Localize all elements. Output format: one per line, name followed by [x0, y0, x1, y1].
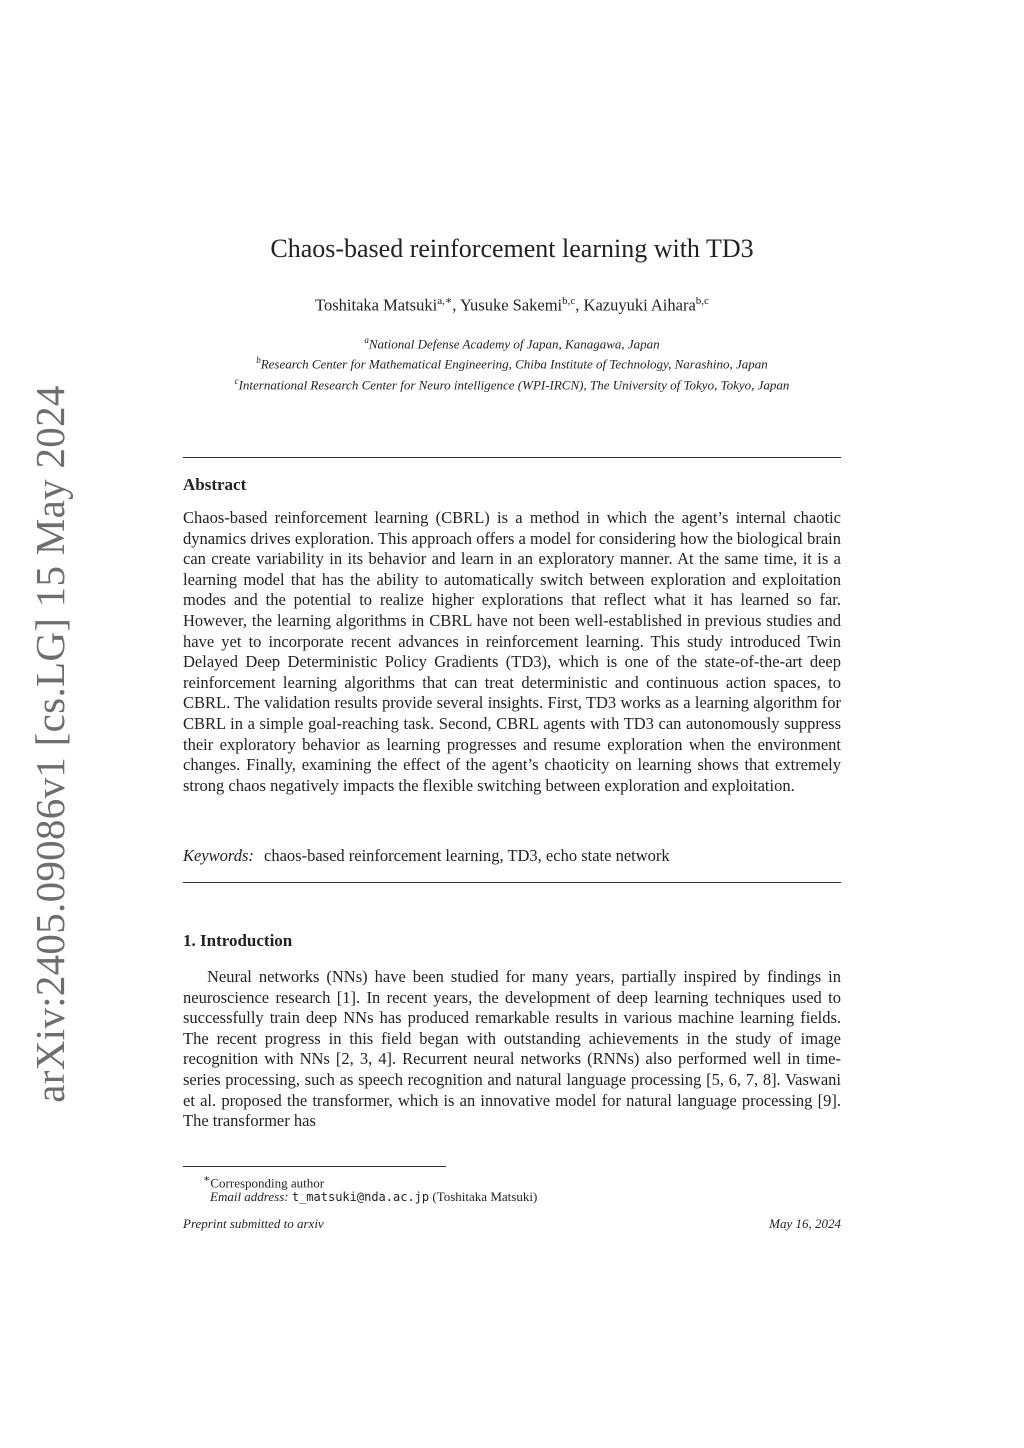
footnote-email	[210, 1189, 868, 1205]
introduction-body: Neural networks (NNs) have been studied for many years, partially inspired by findings in neuroscience research [1]. In recent years, the development of deep learning techniques used to successfully train deep NNs has produced remarkable results in various machine learning fields. The recent progress in this field began with outstanding achievements in the study of image recognition with NNs [2, 3, 4]. Recurrent neural networks (RNNs) also performed well in time-series processing, such as speech recognition and natural language processing [5, 6, 7, 8]. Vaswani et al. proposed the transformer, which is an innovative model for natural language processing [9]. The transformer has	[183, 967, 841, 1131]
section-heading-introduction: 1. Introduction	[183, 931, 293, 950]
author-name: Kazuyuki Aihara	[583, 295, 696, 315]
email-owner: (Toshitaka Matsuki)	[432, 1189, 538, 1204]
affiliation-mark: b	[256, 355, 261, 366]
keywords-label: Keywords:	[183, 846, 254, 865]
affiliation-text: International Research Center for Neuro intelligence (WPI-IRCN), The University of Tokyo, Tokyo, Japan	[238, 376, 790, 392]
arxiv-side-stamp: arXiv:2405.09086v1 [cs.LG] 15 May 2024	[27, 385, 73, 1103]
footer-preprint-note: Preprint submitted to arxiv	[183, 1216, 324, 1231]
footnote-corresponding-text: Corresponding author	[210, 1175, 325, 1191]
abstract-heading: Abstract	[183, 475, 247, 494]
footnote-mark: ∗	[203, 1173, 211, 1185]
footnote-rule	[183, 1166, 446, 1167]
author-list: Toshitaka Matsuki$^{a,∗}$, Yusuke Sakemi$^{b,c}$, Kazuyuki Aihara$^{b,c}$	[315, 295, 709, 315]
author-affiliation-mark: a,∗	[437, 295, 453, 307]
abstract-body: Chaos-based reinforcement learning (CBRL) is a method in which the agent’s internal chaotic dynamics drives exploration. This approach offers a model for considering how the biological brain can create variability in its behavior and learn in an exploratory manner. At the same time, it is a learning model that has the ability to automatically switch between exploration and exploitation modes and the potential to realize higher explorations that reflect what it has learned so far. However, the learning algorithms in CBRL have not been well-established in previous studies and have yet to incorporate recent advances in reinforcement learning. This study introduced Twin Delayed Deep Deterministic Policy Gradients (TD3), which is one of the state-of-the-art deep reinforcement learning algorithms that can treat deterministic and continuous action spaces, to CBRL. The validation results provide several insights. First, TD3 works as a learning algorithm for CBRL in a simple goal-reaching task. Second, CBRL agents with TD3 can autonomously suppress their exploratory behavior as learning progresses and resume exploration when the environment changes. Finally, examining the effect of the agent’s chaoticity on learning shows that extremely strong chaos negatively impacts the flexible switching between exploration and exploitation.	[183, 508, 841, 795]
affiliation-item	[175, 373, 849, 393]
affiliation-mark: c	[234, 375, 239, 386]
abstract-top-rule	[183, 457, 841, 458]
author-name: Toshitaka Matsuki	[315, 295, 438, 315]
footer-date: May 16, 2024	[769, 1216, 841, 1231]
author-name: Yusuke Sakemi	[459, 295, 563, 315]
affiliation-text: National Defense Academy of Japan, Kanagawa, Japan	[368, 336, 660, 352]
keywords-text: chaos-based reinforcement learning, TD3, echo state network	[264, 846, 670, 865]
email-address[interactable]: t_matsuki@nda.ac.jp	[291, 1190, 430, 1204]
author-affiliation-mark: b,c	[562, 295, 576, 307]
paper-title: Chaos-based reinforcement learning with TD3	[270, 234, 754, 263]
affiliation-item	[175, 332, 849, 352]
affiliation-text: Research Center for Mathematical Engineering, Chiba Institute of Technology, Narashino, Japan	[260, 356, 768, 372]
keywords-line	[183, 846, 841, 866]
email-label: Email address:	[210, 1189, 289, 1204]
abstract-bottom-rule	[183, 882, 841, 883]
affiliation-mark: a	[364, 335, 369, 345]
affiliation-list	[175, 332, 849, 393]
author-affiliation-mark: b,c	[695, 295, 709, 307]
affiliation-item	[175, 352, 849, 372]
